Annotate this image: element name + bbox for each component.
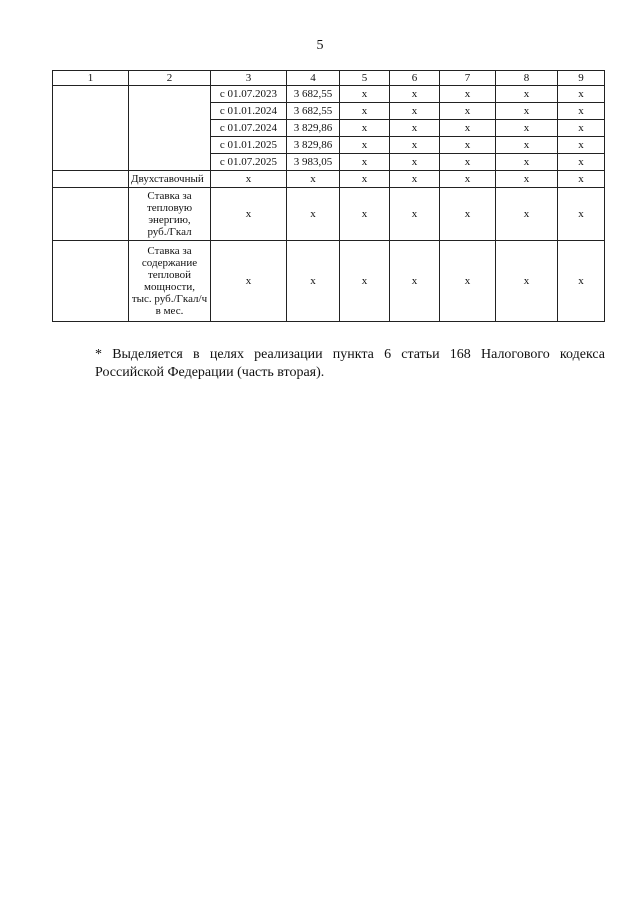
mark-cell: х bbox=[340, 241, 390, 322]
table-row bbox=[53, 241, 605, 322]
footnote-line-1: * Выделяется в целях реализации пункта 6 статьи 168 Налогового кодекса bbox=[95, 347, 605, 362]
mark-cell: х bbox=[496, 154, 558, 171]
label-line: в мес. bbox=[155, 305, 184, 317]
mark-cell: х bbox=[340, 86, 390, 103]
footnote-line-2: Российской Федерации (часть вторая). bbox=[95, 365, 325, 380]
mark-cell: х bbox=[558, 137, 605, 154]
mark-cell: х bbox=[558, 86, 605, 103]
mark-cell: х bbox=[287, 171, 340, 188]
value-cell: 3 983,05 bbox=[287, 154, 340, 171]
label-line: содержание bbox=[141, 257, 198, 269]
mark-cell: х bbox=[496, 137, 558, 154]
column-number-8: 8 bbox=[496, 71, 558, 86]
column-number-9: 9 bbox=[558, 71, 605, 86]
label-line: энергию, bbox=[148, 214, 191, 226]
mark-cell: х bbox=[496, 171, 558, 188]
table-header-row bbox=[53, 71, 605, 86]
label-line: тепловую bbox=[146, 202, 193, 214]
column-number-6: 6 bbox=[390, 71, 440, 86]
mark-cell: х bbox=[390, 103, 440, 120]
label-line: Ставка за bbox=[147, 245, 192, 257]
empty-cell bbox=[129, 86, 211, 171]
period-cell: с 01.07.2024 bbox=[211, 120, 287, 137]
value-cell: 3 682,55 bbox=[287, 103, 340, 120]
value-cell: 3 682,55 bbox=[287, 86, 340, 103]
tariff-table bbox=[52, 70, 605, 322]
column-number-4: 4 bbox=[287, 71, 340, 86]
mark-cell: х bbox=[496, 86, 558, 103]
mark-cell: х bbox=[440, 188, 496, 241]
table-row bbox=[53, 86, 605, 103]
mark-cell: х bbox=[340, 137, 390, 154]
mark-cell: х bbox=[558, 120, 605, 137]
period-cell: с 01.07.2025 bbox=[211, 154, 287, 171]
mark-cell: х bbox=[211, 241, 287, 322]
mark-cell: х bbox=[496, 188, 558, 241]
mark-cell: х bbox=[440, 241, 496, 322]
mark-cell: х bbox=[211, 171, 287, 188]
capacity-rate-label bbox=[129, 241, 211, 322]
mark-cell: х bbox=[340, 103, 390, 120]
mark-cell: х bbox=[440, 137, 496, 154]
label-line: руб./Гкал bbox=[147, 226, 192, 238]
mark-cell: х bbox=[440, 103, 496, 120]
mark-cell: х bbox=[558, 188, 605, 241]
column-number-2: 2 bbox=[129, 71, 211, 86]
mark-cell: х bbox=[390, 154, 440, 171]
label-line: тепловой bbox=[147, 269, 192, 281]
period-cell: с 01.01.2024 bbox=[211, 103, 287, 120]
column-number-3: 3 bbox=[211, 71, 287, 86]
mark-cell: х bbox=[340, 154, 390, 171]
column-number-1: 1 bbox=[53, 71, 129, 86]
empty-cell bbox=[53, 86, 129, 171]
label-line: мощности, bbox=[144, 281, 195, 293]
mark-cell: х bbox=[390, 86, 440, 103]
mark-cell: х bbox=[287, 241, 340, 322]
mark-cell: х bbox=[440, 120, 496, 137]
mark-cell: х bbox=[390, 120, 440, 137]
mark-cell: х bbox=[390, 188, 440, 241]
mark-cell: х bbox=[496, 241, 558, 322]
mark-cell: х bbox=[496, 120, 558, 137]
value-cell: 3 829,86 bbox=[287, 137, 340, 154]
column-number-5: 5 bbox=[340, 71, 390, 86]
two-rate-label: Двухставочный bbox=[129, 171, 211, 188]
mark-cell: х bbox=[390, 137, 440, 154]
mark-cell: х bbox=[340, 171, 390, 188]
period-cell: с 01.01.2025 bbox=[211, 137, 287, 154]
period-cell: с 01.07.2023 bbox=[211, 86, 287, 103]
heat-energy-rate-label bbox=[129, 188, 211, 241]
mark-cell: х bbox=[390, 241, 440, 322]
mark-cell: х bbox=[287, 188, 340, 241]
mark-cell: х bbox=[340, 188, 390, 241]
empty-cell bbox=[53, 171, 129, 188]
label-line: тыс. руб./Гкал/ч bbox=[131, 293, 208, 305]
mark-cell: х bbox=[496, 103, 558, 120]
mark-cell: х bbox=[558, 171, 605, 188]
mark-cell: х bbox=[340, 120, 390, 137]
page-number: 5 bbox=[316, 38, 324, 53]
mark-cell: х bbox=[558, 103, 605, 120]
value-cell: 3 829,86 bbox=[287, 120, 340, 137]
mark-cell: х bbox=[440, 154, 496, 171]
column-number-7: 7 bbox=[440, 71, 496, 86]
empty-cell bbox=[53, 241, 129, 322]
mark-cell: х bbox=[440, 171, 496, 188]
mark-cell: х bbox=[440, 86, 496, 103]
mark-cell: х bbox=[558, 241, 605, 322]
table-row bbox=[53, 188, 605, 241]
mark-cell: х bbox=[558, 154, 605, 171]
mark-cell: х bbox=[390, 171, 440, 188]
table-row bbox=[53, 171, 605, 188]
label-line: Ставка за bbox=[147, 190, 192, 202]
empty-cell bbox=[53, 188, 129, 241]
mark-cell: х bbox=[211, 188, 287, 241]
